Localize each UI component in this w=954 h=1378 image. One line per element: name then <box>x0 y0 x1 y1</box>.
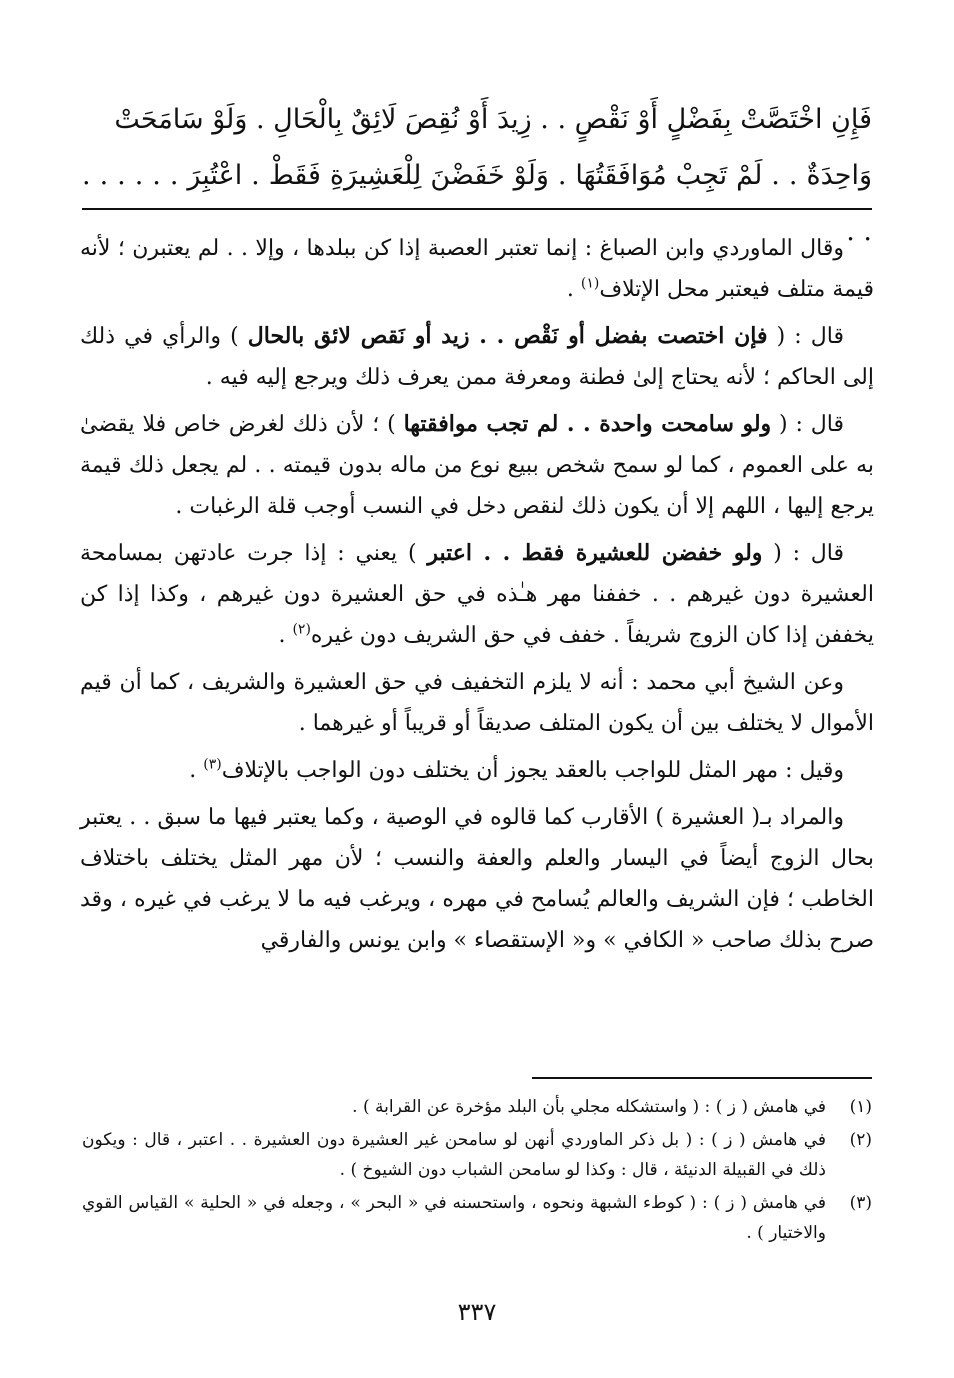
footnote-number: (٢) <box>849 1130 872 1150</box>
commentary-paragraph-7: والمراد بـ( العشيرة ) الأقارب كما قالوه في الوصية ، وكما يعتبر فيها ما سبق . . يعتبر بحال الزوج أيضاً في اليسار والعلم والعفة والنسب ؛ لأن مهر المثل يختلف باختلاف الخاطب ؛ فإن الشريف والعالم يُسامح في مهره ، ويرغب فيه ما لا يرغب في غيره ، وقد صرح بذلك صاحب « الكافي » و« الإستقصاء » وابن يونس والفارقي <box>80 805 874 953</box>
commentary-text <box>80 228 874 967</box>
footnote-2 <box>82 1125 872 1185</box>
footnote-text: في هامش ( ز ) : ( بل ذكر الماوردي أنهن لو سامحن غير العشيرة دون العشيرة . . اعتبر ، قال : ويكون ذلك في القبيلة الدنيئة ، قال : وكذا لو سامحن الشباب دون الشيوخ ) . <box>82 1130 826 1180</box>
footnote-ref-1: (١) <box>580 275 600 292</box>
commentary-paragraph-3: قال : ( ولو سامحت واحدة . . لم تجب موافقتها ) ؛ لأن ذلك لغرض خاص فلا يقضىٰ به على العموم ، كما لو سمح شخص ببيع نوع من ماله بدون قيمته . . لم يجعل ذلك قيمة يرجع إليها ، اللهم إلا أن يكون ذلك لنقص دخل في النسب أوجب قلة الرغبات . <box>80 411 874 519</box>
commentary-paragraph-1: وقال الماوردي وابن الصباغ : إنما تعتبر العصبة إذا كن ببلدها ، وإلا . . لم يعتبرن ؛ لأنه قيمة متلف فيعتبر محل الإتلاف$^{(١)}$ . <box>80 236 874 302</box>
footnote-3 <box>82 1188 872 1248</box>
footnote-1 <box>82 1092 872 1122</box>
footnote-text: في هامش ( ز ) : ( كوطء الشبهة ونحوه ، واستحسنه في « البحر » ، وجعله في « الحلية » القياس القوي والاختيار ) . <box>82 1193 826 1243</box>
commentary-paragraph-5: وعن الشيخ أبي محمد : أنه لا يلزم التخفيف في حق العشيرة والشريف ، كما أن قيم الأموال لا يختلف بين أن يكون المتلف صديقاً أو قريباً أو غيرهما . <box>80 670 874 736</box>
commentary-paragraph-6: وقيل : مهر المثل للواجب بالعقد يجوز أن يختلف دون الواجب بالإتلاف$^{(٣)}$ . <box>189 756 844 783</box>
commentary-paragraph-4: قال : ( ولو خفضن للعشيرة فقط . . اعتبر ) يعني : إذا جرت عادتهن بمسامحة العشيرة دون غيرهم . . خففنا مهر هـٰذه في حق العشيرة دون غيرهم ، وكذا إذا كن يخففن إذا كان الزوج شريفاً . خفف في حق الشريف دون غيره$^{(٢)}$ . <box>80 540 874 648</box>
footnote-number: (٣) <box>849 1193 872 1213</box>
quoted-matn: ولو سامحت واحدة . . لم تجب موافقتها <box>403 411 772 437</box>
footnote-number: (١) <box>849 1097 872 1117</box>
matn-line-1: فَإِنِ اخْتَصَّتْ بِفَضْلٍ أَوْ نَقْصٍ . . زِيدَ أَوْ نُقِصَ لَائِقٌ بِالْحَالِ . وَلَوْ سَامَحَتْ <box>114 104 872 135</box>
matn-separator <box>82 208 872 210</box>
matn-line-2: وَاحِدَةٌ . . لَمْ تَجِبْ مُوَافَقَتُهَا . وَلَوْ خَفَضْنَ لِلْعَشِيرَةِ فَقَطْ . اعْتُبِرَ . . . . . . . . <box>82 160 872 247</box>
page-number: ٣٣٧ <box>457 1298 497 1326</box>
footnote-ref-3: (٣) <box>203 756 222 773</box>
footnotes <box>82 1092 872 1251</box>
footnote-separator <box>532 1077 872 1079</box>
quoted-matn: ولو خفضن للعشيرة فقط . . اعتبر <box>427 540 763 566</box>
footnote-text: في هامش ( ز ) : ( واستشكله مجلي بأن البلد مؤخرة عن القرابة ) . <box>352 1097 826 1117</box>
footnote-ref-2: (٢) <box>292 621 311 638</box>
commentary-paragraph-2: قال : ( فإن اختصت بفضل أو نَقْص . . زيد أو نَقص لائق بالحال ) والرأي في ذلك إلى الحاكم ؛ لأنه يحتاج إلىٰ فطنة ومعرفة ممن يعرف ذلك ويرجع إليه فيه . <box>80 323 874 390</box>
quoted-matn: فإن اختصت بفضل أو نَقْص . . زيد أو نَقص لائق بالحال <box>247 323 768 349</box>
